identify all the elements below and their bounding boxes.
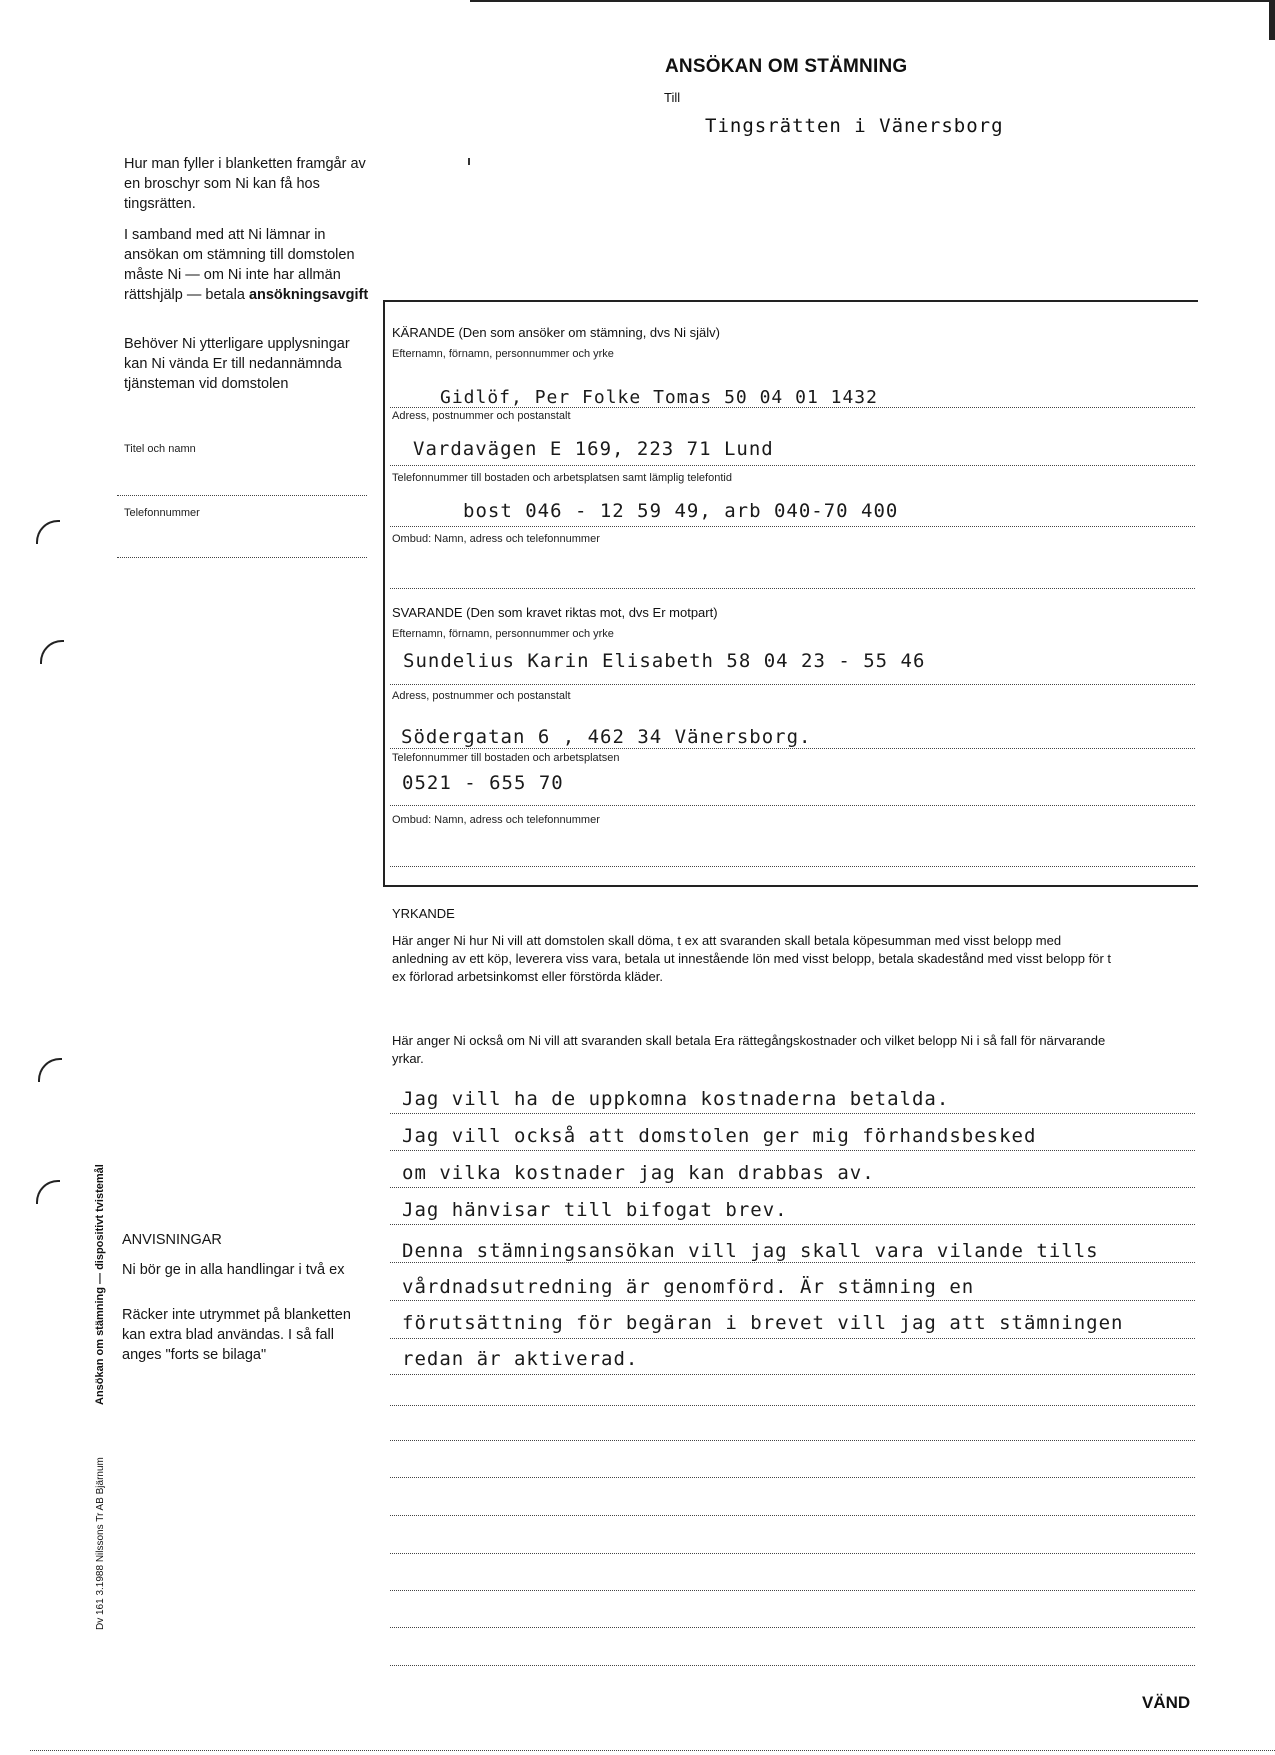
karande-heading: KÄRANDE (Den som ansöker om stämning, dvs Ni själv)	[392, 325, 720, 340]
yrkande-heading: YRKANDE	[392, 906, 455, 921]
right-edge	[1269, 0, 1275, 40]
sidebar-intro: Hur man fyller i blanketten framgår av en broschyr som Ni kan få hos tingsrätten.	[124, 156, 366, 212]
header-tick	[468, 158, 470, 165]
svarande-name-label: Efternamn, förnamn, personnummer och yrke	[392, 628, 614, 640]
turn-page-label: VÄND	[1142, 1693, 1191, 1712]
yrkande-dotted-line	[390, 1187, 1195, 1188]
karande-address-label: Adress, postnummer och postanstalt	[392, 410, 571, 422]
yrkande-dotted-line	[390, 1300, 1195, 1301]
sidebar-contact-info: Behöver Ni ytterligare upplysningar kan Ni vända Er till nedannämnda tjänsteman vid domstolen	[124, 336, 350, 392]
yrkande-empty-line[interactable]	[390, 1440, 1195, 1441]
svarande-address-value[interactable]: Södergatan 6 , 462 34 Vänersborg.	[401, 726, 812, 748]
yrkande-dotted-line	[390, 1224, 1195, 1225]
svarande-phone-value[interactable]: 0521 - 655 70	[402, 772, 564, 794]
yrkande-dotted-line	[390, 1262, 1195, 1263]
yrkande-empty-line[interactable]	[390, 1405, 1195, 1406]
svarande-name-line	[390, 684, 1195, 685]
svarande-address-label: Adress, postnummer och postanstalt	[392, 690, 571, 702]
yrkande-empty-line[interactable]	[390, 1627, 1195, 1628]
punch-mark	[36, 1180, 60, 1204]
yrkande-dotted-line	[390, 1150, 1195, 1151]
anvisningar-copies: Ni bör ge in alla handlingar i två ex	[122, 1262, 345, 1278]
svarande-address-line	[390, 748, 1195, 749]
top-border	[470, 0, 1275, 2]
karande-name-line	[390, 407, 1195, 408]
form-vertical-title: Ansökan om stämning — dispositivt tvistemål	[94, 1164, 106, 1405]
yrkande-line[interactable]: Jag vill ha de uppkomna kostnaderna betalda.	[402, 1088, 950, 1110]
yrkande-dotted-line	[390, 1338, 1195, 1339]
svarande-heading: SVARANDE (Den som kravet riktas mot, dvs Er motpart)	[392, 605, 718, 620]
bottom-edge-line	[30, 1750, 1275, 1751]
fee-text: I samband med att Ni lämnar in ansökan om stämning till domstolen måste Ni — om Ni inte har allmän rättshjälp — betala	[124, 227, 355, 303]
form-print-info: Dv 161 3.1988 Nilssons Tr AB Bjärnum	[95, 1457, 106, 1630]
telefon-line[interactable]	[117, 557, 367, 558]
yrkande-instruction-1: Här anger Ni hur Ni vill att domstolen skall döma, t ex att svaranden skall betala köpesumman med visst belopp med anledning av ett köp, leverera viss vara, betala ut innestående lön med visst belopp, betala skadestånd med visst belopp för t ex förlorad arbetsinkomst eller förstörda kläder.	[392, 933, 1112, 984]
yrkande-empty-line[interactable]	[390, 1665, 1195, 1666]
yrkande-line[interactable]: Jag vill också att domstolen ger mig förhandsbesked	[402, 1125, 1037, 1147]
svarande-ombud-line[interactable]	[390, 866, 1195, 867]
titel-label: Titel och namn	[124, 443, 196, 455]
svarande-phone-label: Telefonnummer till bostaden och arbetsplatsen	[392, 752, 620, 764]
fee-keyword: ansökningsavgift	[248, 287, 369, 303]
karande-phone-value[interactable]: bost 046 - 12 59 49, arb 040-70 400	[463, 500, 899, 522]
svarande-phone-line	[390, 805, 1195, 806]
court-name: Tingsrätten i Vänersborg	[705, 115, 1004, 137]
titel-line[interactable]	[117, 495, 367, 496]
karande-ombud-line[interactable]	[390, 588, 1195, 589]
karande-name-label: Efternamn, förnamn, personnummer och yrke	[392, 348, 614, 360]
karande-name-value[interactable]: Gidlöf, Per Folke Tomas 50 04 01 1432	[440, 387, 878, 408]
yrkande-dotted-line	[390, 1113, 1195, 1114]
telefon-label: Telefonnummer	[124, 507, 200, 519]
punch-mark	[38, 1058, 62, 1082]
svarande-ombud-label: Ombud: Namn, adress och telefonnummer	[392, 814, 600, 826]
yrkande-empty-line[interactable]	[390, 1477, 1195, 1478]
parties-left-border	[383, 300, 385, 885]
anvisningar-extra-pages: Räcker inte utrymmet på blanketten kan extra blad användas. I så fall anges "forts se bilaga"	[122, 1307, 351, 1363]
yrkande-empty-line[interactable]	[390, 1590, 1195, 1591]
sidebar-fee-notice	[124, 225, 370, 305]
yrkande-empty-line[interactable]	[390, 1515, 1195, 1516]
punch-mark	[36, 520, 60, 544]
karande-ombud-label: Ombud: Namn, adress och telefonnummer	[392, 533, 600, 545]
karande-address-line	[390, 465, 1195, 466]
parties-bottom-border	[383, 885, 1198, 887]
karande-phone-line	[390, 526, 1195, 527]
parties-top-border	[383, 300, 1198, 302]
anvisningar-heading: ANVISNINGAR	[122, 1232, 222, 1248]
till-label: Till	[664, 90, 681, 105]
punch-mark	[40, 640, 64, 664]
karande-address-value[interactable]: Vardavägen E 169, 223 71 Lund	[413, 438, 774, 460]
karande-phone-label: Telefonnummer till bostaden och arbetsplatsen samt lämplig telefontid	[392, 472, 732, 484]
yrkande-line[interactable]: förutsättning för begäran i brevet vill jag att stämningen	[402, 1312, 1124, 1334]
yrkande-line[interactable]: Denna stämningsansökan vill jag skall vara vilande tills	[402, 1240, 1099, 1262]
yrkande-empty-line[interactable]	[390, 1553, 1195, 1554]
yrkande-line[interactable]: Jag hänvisar till bifogat brev.	[402, 1199, 788, 1221]
yrkande-line[interactable]: redan är aktiverad.	[402, 1348, 639, 1370]
page-title: ANSÖKAN OM STÄMNING	[665, 56, 908, 77]
yrkande-dotted-line	[390, 1374, 1195, 1375]
yrkande-instruction-2: Här anger Ni också om Ni vill att svaranden skall betala Era rättegångskostnader och vilket belopp Ni i så fall för närvarande yrkar.	[392, 1033, 1106, 1066]
svarande-name-value[interactable]: Sundelius Karin Elisabeth 58 04 23 - 55 46	[403, 650, 926, 672]
yrkande-line[interactable]: vårdnadsutredning är genomförd. Är stämning en	[402, 1276, 975, 1298]
yrkande-line[interactable]: om vilka kostnader jag kan drabbas av.	[402, 1162, 875, 1184]
